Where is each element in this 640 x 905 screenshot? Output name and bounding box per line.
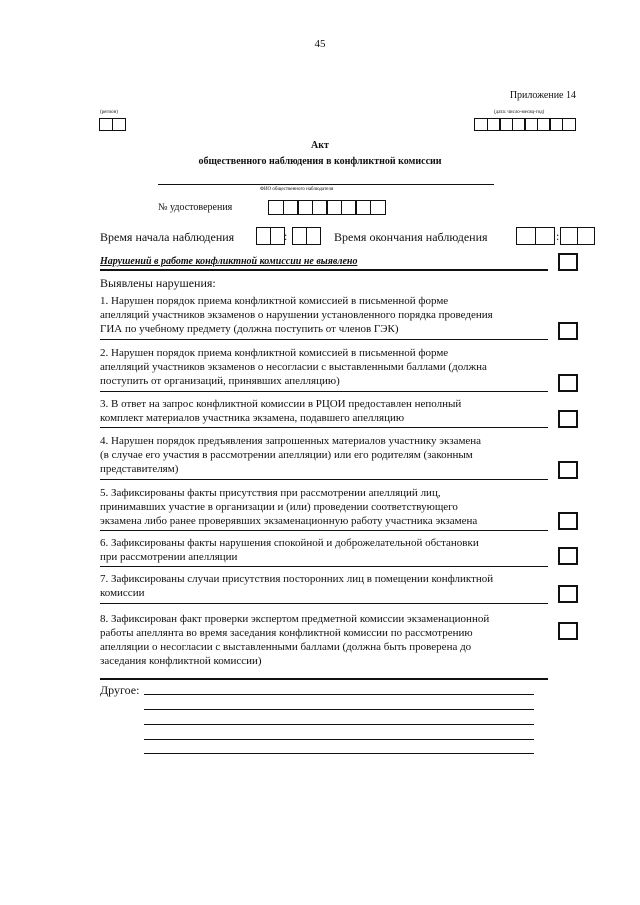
certificate-number-field[interactable] [268,200,386,215]
start-time-hours[interactable] [256,227,288,245]
violation-line: принимавших участие в организации и (или) проведении соответствующего [100,501,458,513]
time-digit-box[interactable] [516,227,536,245]
violation-item-6 [100,536,548,564]
violation-item-1 [100,294,548,336]
document-subtitle: общественного наблюдения в конфликтной комиссии [198,156,442,167]
time-separator: : [284,229,288,243]
other-label: Другое: [100,683,140,697]
divider [100,427,548,428]
violation-line: апелляций участников экзаменов о нарушении установленного порядка проведения [100,309,493,321]
document-title: Акт [311,140,329,151]
violation-line: 8. Зафиксирован факт проверки экспертом предметной комиссии экзаменационной [100,613,490,625]
violation-line: 3. В ответ на запрос конфликтной комиссии в РЦОИ предоставлен неполный [100,398,462,410]
violation-item-4 [100,434,548,476]
violation-checkbox-1[interactable] [558,322,578,340]
start-time-label: Время начала наблюдения [100,230,235,244]
time-digit-box[interactable] [535,227,555,245]
violation-item-3 [100,397,548,425]
violation-checkbox-6[interactable] [558,547,578,565]
time-digit-box[interactable] [306,227,321,245]
other-input-line[interactable] [144,709,534,710]
violation-line: комплект материалов участника экзамена, подавшего апелляцию [100,412,405,424]
divider [100,566,548,567]
region-code-field[interactable] [99,118,126,131]
other-input-line[interactable] [144,739,534,740]
date-digit-box[interactable] [562,118,576,131]
observer-fio-line[interactable] [158,184,494,185]
violation-line: 7. Зафиксированы случаи присутствия посторонних лиц в помещении конфликтной [100,573,494,585]
other-input-line[interactable] [144,753,534,754]
violation-line: при рассмотрении апелляции [100,551,238,563]
violation-line: апелляций участников экзаменов о несогласии с выставленными баллами (должна [100,361,487,373]
divider [100,479,548,480]
violations-found-label: Выявлены нарушения: [100,276,216,290]
violation-checkbox-5[interactable] [558,512,578,530]
end-time-label: Время окончания наблюдения [334,230,488,244]
violation-line: 5. Зафиксированы факты присутствия при рассмотрении апелляций лиц, [100,487,441,499]
violation-checkbox-7[interactable] [558,585,578,603]
violation-line: комиссии [100,587,145,599]
time-digit-box[interactable] [560,227,578,245]
time-separator: : [556,229,560,243]
violation-line: 1. Нарушен порядок приема конфликтной комиссией в письменной форме [100,295,449,307]
divider [100,678,548,680]
other-input-line[interactable] [144,724,534,725]
violation-item-7 [100,572,548,600]
violation-line: 6. Зафиксированы факты нарушения спокойной и доброжелательной обстановки [100,537,479,549]
violation-line: апелляции о несогласии с выставленными баллами (должна быть проверена до [100,641,472,653]
violation-line: 4. Нарушен порядок предъявления запрошенных материалов участнику экзамена [100,435,482,447]
violation-checkbox-8[interactable] [558,622,578,640]
violation-line: поступить от организаций, принявших апелляцию) [100,375,340,387]
start-time-minutes[interactable] [292,227,321,245]
region-caption: (регион) [100,110,118,115]
violation-line: (в случае его участия в рассмотрении апелляции) или его родителям (законным [100,449,473,461]
violation-line: работы апеллянта во время заседания конфликтной комиссии по рассмотрению [100,627,473,639]
violation-checkbox-4[interactable] [558,461,578,479]
certificate-label: № удостоверения [158,202,233,213]
no-violations-checkbox[interactable] [558,253,578,271]
violation-line: ГИА по учебному предмету (должна поступить от членов ГЭК) [100,323,399,335]
date-caption: (дата: число-месяц-год) [494,110,545,115]
time-digit-box[interactable] [270,227,288,245]
divider [100,391,548,392]
divider [100,603,548,604]
violation-checkbox-3[interactable] [558,410,578,428]
end-time-minutes[interactable] [560,227,595,245]
violation-line: представителям) [100,463,179,475]
date-field[interactable] [474,118,576,131]
violation-item-2 [100,346,548,388]
violation-item-5 [100,486,548,528]
end-time-hours[interactable] [516,227,555,245]
divider [100,269,548,271]
divider [100,530,548,531]
page-number: 45 [314,38,326,50]
violation-line: заседания конфликтной комиссии) [100,655,262,667]
observer-fio-caption: ФИО общественного наблюдателя [260,187,334,192]
other-input-line[interactable] [144,694,534,695]
divider [100,339,548,340]
violation-checkbox-2[interactable] [558,374,578,392]
time-digit-box[interactable] [577,227,595,245]
no-violations-label: Нарушений в работе конфликтной комиссии не выявлено [100,256,358,267]
appendix-label: Приложение 14 [509,90,576,101]
region-digit-box[interactable] [112,118,126,131]
violation-item-8 [100,612,548,668]
violation-line: 2. Нарушен порядок приема конфликтной комиссией в письменной форме [100,347,449,359]
certificate-digit-box[interactable] [370,200,386,215]
violation-line: экзамена либо ранее проверявших экзаменационную работу участника экзамена [100,515,478,527]
